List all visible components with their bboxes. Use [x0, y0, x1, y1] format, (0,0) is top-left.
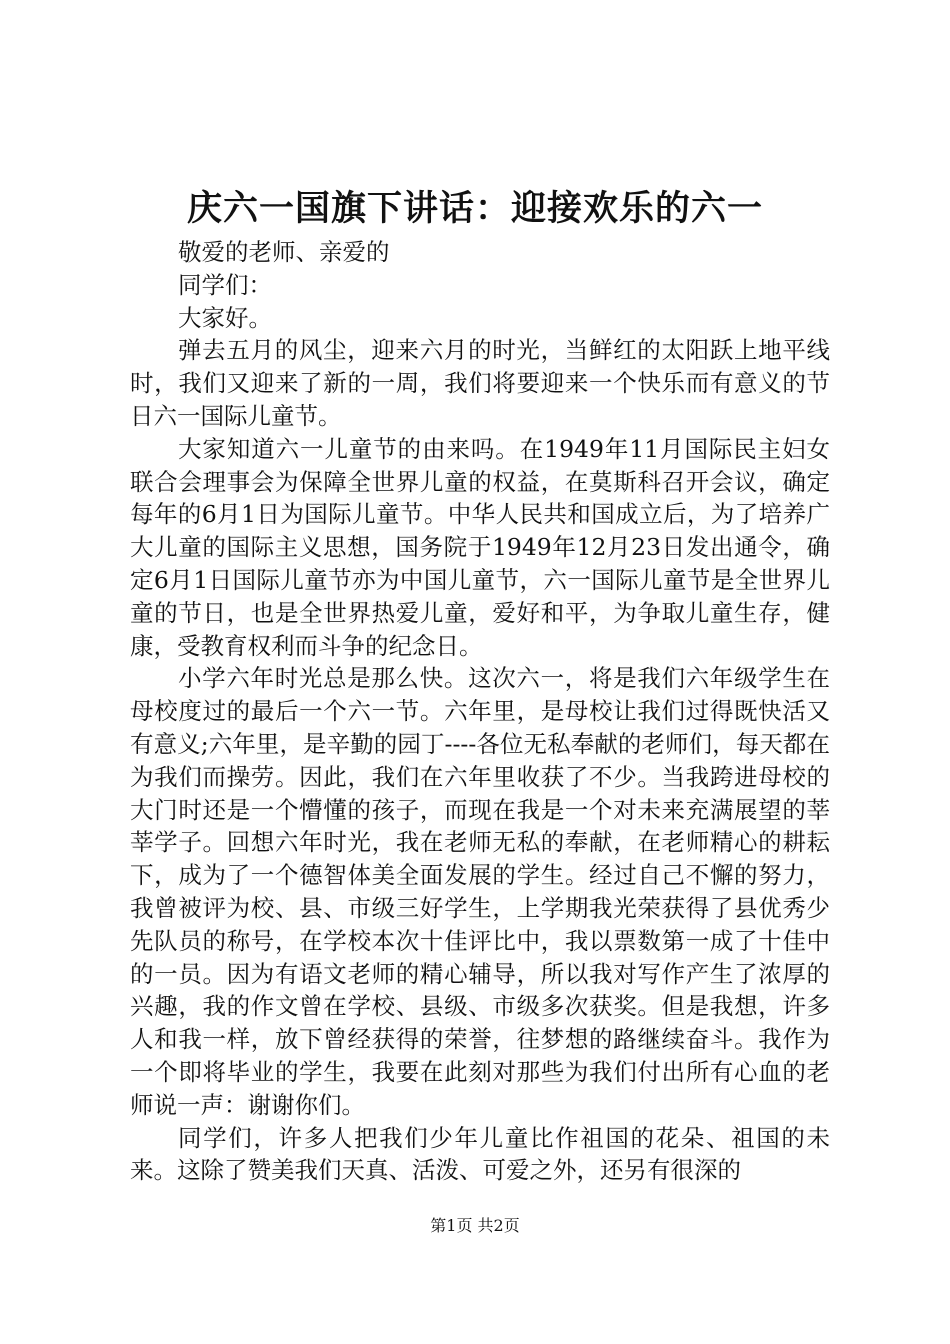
body-paragraph: 弹去五月的风尘，迎来六月的时光，当鲜红的太阳跃上地平线时，我们又迎来了新的一周，我们将要迎来一个快乐而有意义的节日六一国际儿童节。: [130, 336, 830, 430]
document-body: [130, 236, 830, 1187]
page-number-footer: 第1页 共2页: [430, 1216, 520, 1235]
document-title: 庆六一国旗下讲话：迎接欢乐的六一: [186, 188, 763, 229]
body-paragraph: 同学们，许多人把我们少年儿童比作祖国的花朵、祖国的未来。这除了赞美我们天真、活泼、可爱之外，还另有很深的: [130, 1123, 830, 1185]
body-paragraph: 小学六年时光总是那么快。这次六一，将是我们六年级学生在母校度过的最后一个六一节。六年里，是母校让我们过得既快活又有意义;六年里，是辛勤的园丁----各位无私奉献的老师们，每天都在为我们而操劳。因此，我们在六年里收获了不少。当我跨进母校的大门时还是一个懵懂的孩子，而现在我是一个对未来充满展望的莘莘学子。回想六年时光，我在老师无私的奉献，在老师精心的耕耘下，成为了一个德智体美全面发展的学生。经过自己不懈的努力，我曾被评为校、县、市级三好学生，上学期我光荣获得了县优秀少先队员的称号，在学校本次十佳评比中，我以票数第一成了十佳中的一员。因为有语文老师的精心辅导，所以我对写作产生了浓厚的兴趣，我的作文曾在学校、县级、市级多次获奖。但是我想，许多人和我一样，放下曾经获得的荣誉，往梦想的路继续奋斗。我作为一个即将毕业的学生，我要在此刻对那些为我们付出所有心血的老师说一声：谢谢你们。: [130, 664, 830, 1119]
salutation-line-2: 同学们：: [178, 270, 272, 299]
salutation-line-1: 敬爱的老师、亲爱的: [178, 238, 390, 266]
body-paragraph: 大家知道六一儿童节的由来吗。在1949年11月国际民主妇女联合会理事会为保障全世界儿童的权益，在莫斯科召开会议，确定每年的6月1日为国际儿童节。中华人民共和国成立后，为了培养广大儿童的国际主义思想，国务院于1949年12月23日发出通令，确定6月1日国际儿童节亦为中国儿童节，六一国际儿童节是全世界儿童的节日，也是全世界热爱儿童，爱好和平，为争取儿童生存，健康，受教育权利而斗争的纪念日。: [130, 434, 830, 660]
greeting-paragraph: 大家好。: [178, 303, 272, 332]
